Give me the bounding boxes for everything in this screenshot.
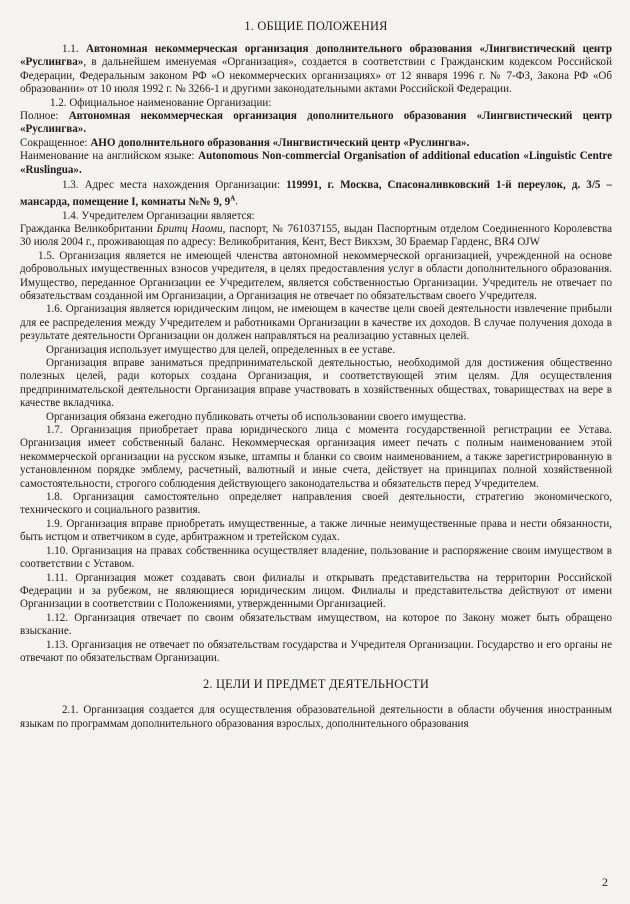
section-2-title: 2. ЦЕЛИ И ПРЕДМЕТ ДЕЯТЕЛЬНОСТИ [203,677,429,692]
short-name-label: Сокращенное: [20,136,91,149]
paragraph-annual-reports: Организация обязана ежегодно публиковать отчеты об использовании своего имущества. [46,410,467,423]
short-name-line [20,137,612,150]
paragraph-number: 1.1. [62,43,86,55]
full-name-line [20,110,612,137]
paragraph-1-2: 1.2. Официальное наименование Организации: [50,96,272,109]
founder-name: Бритц Наоми [156,222,223,235]
full-name-value: Автономная некоммерческая организация дополнительного образования «Лингвистический центр «Руслингва». [20,110,612,136]
paragraph-1-5: 1.5. Организация является не имеющей членства автономной некоммерческой организацией, учрежденной на основе добровольных имущественных взносов учредителя, в целях предоставления услуг в области дополнительного образования. Имущество, переданное Организации ее Учредителем, является собственностью Организации. Учредитель не отвечает по обязательствам созданной им Организации, а Организация не отвечает по обязательствам своего Учредителя. [20,249,612,302]
paragraph-1-3 [20,179,612,209]
paragraph-business-activity: Организация вправе заниматься предпринимательской деятельностью, необходимой для достижения общественно полезных целей, ради которых создана Организация, и соответствующей этим целям. Для осуществления предпринимательской деятельности Организация вправе участвовать в хозяйственных обществах, товариществах на вере в качестве вкладчика. [20,357,612,410]
address-superscript: А [230,194,236,203]
english-name-value: Autonomous Non-commercial Organisation of additional education «Linguistic Centre «Ruslingua». [20,150,612,176]
founder-prefix: Гражданка Великобритании [20,222,157,235]
page-number: 2 [602,875,608,889]
paragraph-1-13: 1.13. Организация не отвечает по обязательствам государства и Учредителя Организации. Государство и его органы не отвечают по обязательствам Организации. [20,638,612,664]
paragraph-property-use: Организация использует имущество для целей, определенных в ее уставе. [46,343,396,356]
short-name-value: АНО дополнительного образования «Лингвистический центр «Руслингва». [90,136,470,149]
paragraph-text: , в дальнейшем именуемая «Организация», создается в соответствии с Гражданским кодексом Российской Федерации, Федеральным законом РФ «О некоммерческих организациях» от 12 января 1996 г. № 7-ФЗ, Закона РФ «Об образовании» от 10 июля 1992 г. № 3266-1 и другими законодательными актами Российской Федерации. [20,56,612,96]
full-name-label: Полное: [20,110,69,123]
address-text: 119991, г. Москва, Спасоналивковский 1-й переулок, д. 3/5 – мансарда, помещение I, комнаты №№ 9, 9 [20,179,613,209]
paragraph-1-11: 1.11. Организация может создавать свои филиалы и открывать представительства на территории Российской Федерации и за рубежом, не являющиеся юридическим лицом. Филиалы и представительства действуют от имени Организации в соответствии с Положениями, утвержденными Организацией. [20,571,612,611]
organization-name-bold: Автономная некоммерческая организация дополнительного образования «Лингвистический центр «Руслингва» [20,43,612,69]
founder-details [20,223,612,250]
english-name-label: Наименование на английском языке: [20,150,199,163]
paragraph-1-10: 1.10. Организация на правах собственника осуществляет владение, пользование и распоряжение своим имуществом в соответствии с Уставом. [20,544,612,571]
paragraph-1-8: 1.8. Организация самостоятельно определяет направления своей деятельности, стратегию экономического, технического и социального развития. [20,491,612,517]
address-end: . [235,196,238,209]
paragraph-1-6: 1.6. Организация является юридическим лицом, не имеющем в качестве цели своей деятельности извлечение прибыли для ее распределения между Учредителем и работниками Организации в качестве их доходов. В случае получения дохода в результате деятельности Организации он должен направляться на реализацию уставных целей. [20,303,612,343]
paragraph-1-12: 1.12. Организация отвечает по своим обязательствам имуществом, на которое по Закону может быть обращено взыскание. [20,611,612,638]
english-name-line [20,150,612,177]
founder-passport-address: , паспорт, № 761037155, выдан Паспортным отделом Соединенного Королевства 30 июля 2004 г., проживающая по адресу: Великобритания, Кент, Вест Викхэм, 30 Браемар Гарденс, BR4 OJW [20,222,612,249]
paragraph-1-1 [20,43,612,97]
section-1-title: 1. ОБЩИЕ ПОЛОЖЕНИЯ [244,19,388,33]
paragraph-1-9: 1.9. Организация вправе приобретать имущественные, а также личные неимущественные права и нести обязанности, быть истцом и ответчиком в суде, арбитражном и третейском судах. [20,517,612,544]
address-label: 1.3. Адрес места нахождения Организации: [62,179,287,192]
paragraph-1-7: 1.7. Организация приобретает права юридического лица с момента государственной регистрации ее Устава. Организация имеет собственный баланс. Некоммерческая организация имеет печать с полным наименованием этой некоммерческой организации на русском языке, штампы и бланки со своим наименованием, а также зарегистрированную в установленном порядке эмблему, расчетный, валютный и иные счета, действует на принципах полной хозяйственной самостоятельности, строгого соблюдения действующего законодательства и обязательств перед Учредителем. [20,424,612,490]
paragraph-2-1: 2.1. Организация создается для осуществления образовательной деятельности в области обучения иностранным языкам по программам дополнительного образования взрослых, дополнительного образования [20,704,612,730]
paragraph-1-4: 1.4. Учредителем Организации является: [62,209,255,222]
